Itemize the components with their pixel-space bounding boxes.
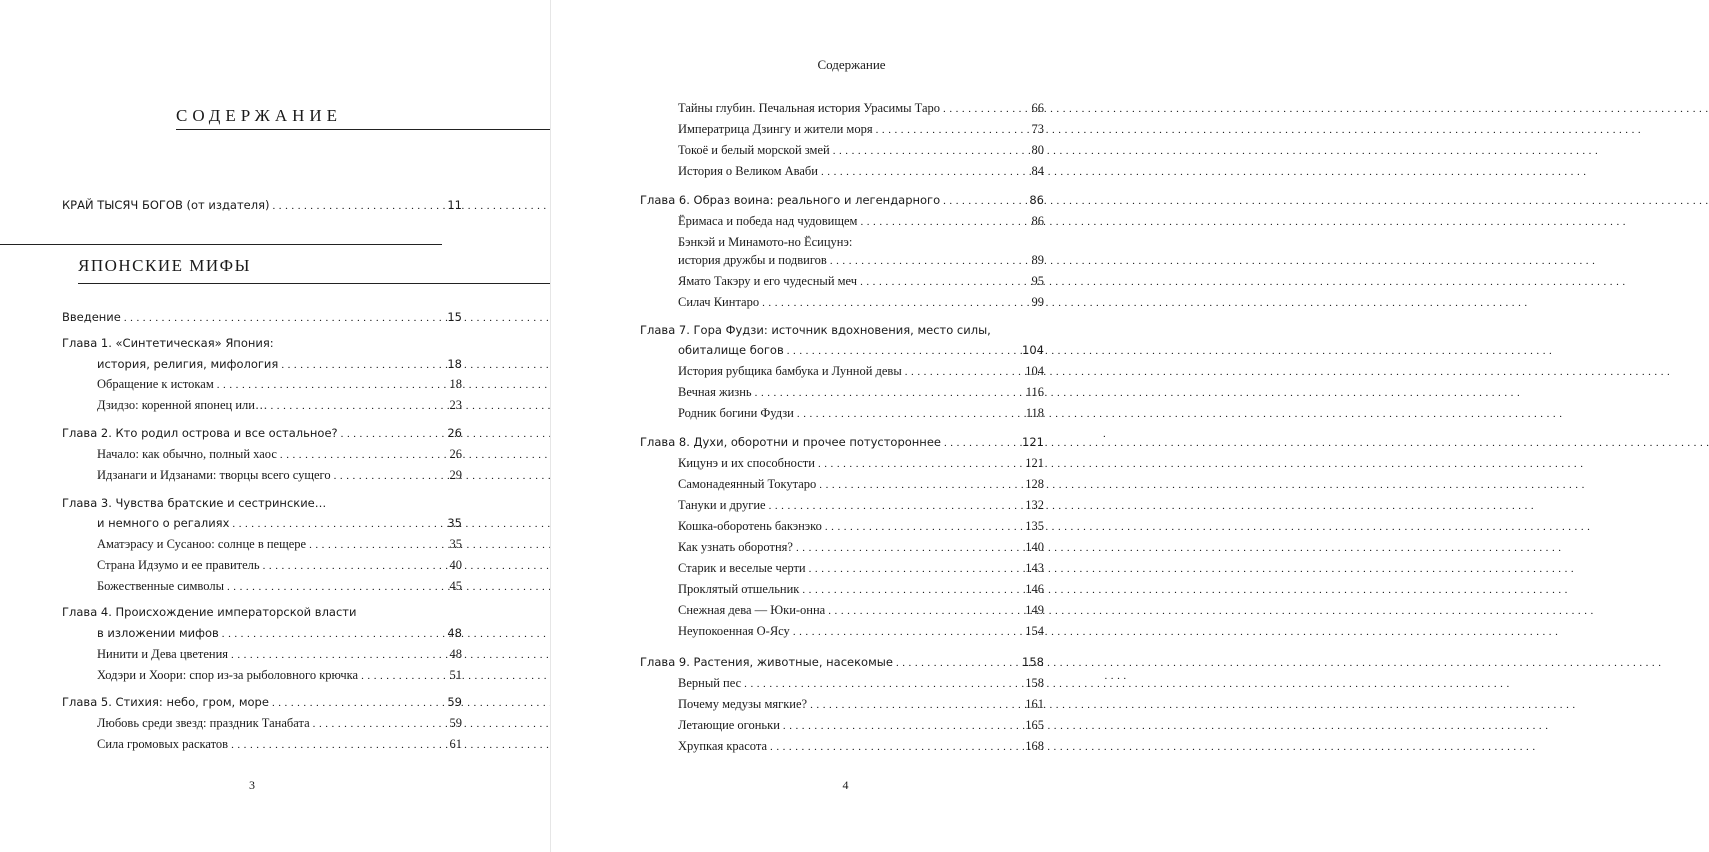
toc-entry-label: обиталище богов [678,343,784,357]
dot-leader [833,140,1029,161]
toc-entry-label: Нинити и Дева цветения [97,647,229,661]
toc-subentry[interactable] [678,250,1044,270]
dot-leader [821,161,1029,182]
toc-entry-page: 161 [1025,697,1044,711]
toc-subentry[interactable] [678,694,1044,714]
toc-entry-label: Дзидзо: коренной японец или… [97,398,268,412]
toc-entry-label: Введение [62,310,121,324]
page-number: 4 [842,778,849,792]
toc-subentry[interactable] [678,736,1044,756]
dot-leader [769,495,1023,516]
toc-entry-page: 80 [1031,143,1044,157]
toc-entry-intro[interactable] [62,307,462,327]
dot-leader [755,382,1023,403]
toc-subentry[interactable] [678,140,1044,160]
toc-subentry[interactable] [97,734,462,754]
left-page [0,0,550,852]
toc-entry-page: 95 [1031,274,1044,288]
toc-entry-page: 146 [1025,582,1044,596]
dot-leader [860,271,1028,292]
dot-leader [797,403,1023,424]
toc-entry-label: Идзанаги и Идзанами: творцы всего сущего [97,468,331,482]
toc-entry-page: 149 [1025,603,1044,617]
toc-subentry[interactable] [678,403,1044,423]
section-rule-top [0,244,442,245]
dot-leader [361,665,446,686]
toc-entry-page: 48 [447,626,462,640]
toc-entry-label: Кошка-оборотень бакэнэко [678,519,822,533]
toc-entry-page: 73 [1031,122,1044,136]
toc-entry-label: Сила громовых раскатов [97,737,229,751]
toc-entry-label: Глава 2. Кто родил острова и все остальное? [62,426,338,440]
toc-entry-page: 26 [449,447,462,461]
toc-entry-page: 35 [449,537,462,551]
toc-entry-label: и немного о регалиях [97,516,230,530]
chapter-2-entry[interactable] [62,423,462,443]
dot-leader [217,374,447,395]
dot-leader [783,715,1022,736]
toc-entry-page: 135 [1025,519,1044,533]
chapter-4-entry[interactable] [97,623,462,643]
dot-leader [231,644,446,665]
dot-leader [819,474,1022,495]
dot-leader [830,250,1029,271]
page-number: 3 [249,778,255,792]
toc-subentry[interactable] [678,621,1044,641]
toc-subentry[interactable] [678,119,1044,139]
dot-leader [796,537,1022,558]
dot-leader [876,119,1029,140]
chapter-3-title[interactable]: Глава 3. Чувства братские и сестринские… [62,496,327,510]
toc-entry-label: история дружбы и подвигов [678,253,827,267]
toc-subentry[interactable] [97,444,462,464]
toc-entry-page: 165 [1025,718,1044,732]
toc-entry-label: Глава 5. Стихия: небо, гром, море [62,695,269,709]
toc-entry-label: КРАЙ ТЫСЯЧ БОГОВ (от издателя) [62,198,270,212]
dot-leader [860,211,1028,232]
toc-entry-page: 154 [1025,624,1044,638]
dot-leader [810,694,1022,715]
toc-subentry[interactable] [678,211,1044,231]
chapter-4-title[interactable]: Глава 4. Происхождение императорской власти [62,605,357,619]
toc-entry-page: 40 [449,558,462,572]
toc-entry-label: История о Великом Аваби [678,164,818,178]
toc-subentry[interactable] [678,271,1044,291]
toc-subentry[interactable] [678,382,1044,402]
chapter-6-entry[interactable] [640,190,1044,210]
toc-subentry[interactable] [97,644,462,664]
toc-entry-label: Ёримаса и победа над чудовищем [678,214,858,228]
toc-entry-page: 86 [1029,193,1044,207]
toc-entry-page: 118 [1025,406,1044,420]
toc-entry-label: Глава 6. Образ воина: реального и легендарного [640,193,941,207]
dot-leader [309,534,446,555]
toc-entry-page: 45 [449,579,462,593]
toc-entry-label: Глава 9. Растения, животные, насекомые [640,655,893,669]
toc-subentry[interactable] [97,576,462,596]
dot-leader [825,516,1022,537]
dot-leader [273,195,445,216]
dot-leader [762,292,1028,313]
toc-subentry[interactable] [678,537,1044,557]
toc-entry-page: 11 [447,198,462,212]
toc-entry-label: Почему медузы мягкие? [678,697,808,711]
toc-entry-label: Любовь среди звезд: праздник Танабата [97,716,310,730]
toc-subentry[interactable] [678,474,1044,494]
toc-entry-page: 121 [1025,456,1044,470]
toc-entry-page: 121 [1022,435,1044,449]
toc-entry-page: 116 [1025,385,1044,399]
dot-leader [272,692,444,713]
toc-subentry[interactable] [97,465,462,485]
toc-entry-label: Божественные символы [97,579,224,593]
toc-entry-label: Проклятый отшельник [678,582,800,596]
toc-entry-label: Начало: как обычно, полный хаос [97,447,277,461]
dot-leader [341,423,445,444]
dot-leader [905,361,1023,382]
toc-entry-label: Старик и веселые черти [678,561,806,575]
toc-entry-page: 48 [449,647,462,661]
toc-entry-page: 18 [449,377,462,391]
toc-entry-label: Тайны глубин. Печальная история Урасимы Таро [678,101,941,115]
toc-subentry[interactable] [678,715,1044,735]
dot-leader [222,623,445,644]
dot-leader [944,432,1019,453]
toc-subentry[interactable] [678,558,1044,578]
toc-subentry[interactable] [97,374,462,394]
toc-entry-label: Снежная дева — Юки-онна [678,603,826,617]
chapter-1-entry[interactable] [97,354,462,374]
chapter-3-entry[interactable] [97,513,462,533]
toc-subentry[interactable] [97,555,462,575]
toc-entry-page: 158 [1025,676,1044,690]
dot-leader [232,513,444,534]
toc-subentry[interactable] [678,579,1044,599]
dot-leader [943,98,1028,119]
toc-subentry[interactable] [678,453,1044,473]
toc-subentry[interactable] [97,713,462,733]
dot-leader [263,555,447,576]
toc-entry-label: Вечная жизнь [678,385,752,399]
toc-entry-label: Ходэри и Хоори: спор из-за рыболовного крючка [97,668,359,682]
toc-entry-label: Родник богини Фудзи [678,406,794,420]
toc-entry-page: 128 [1025,477,1044,491]
dot-leader [270,395,446,416]
toc-entry-page: 23 [449,398,462,412]
dot-leader [802,579,1022,600]
toc-title-rule [176,129,550,130]
toc-entry-page: 26 [447,426,462,440]
chapter-8-entry[interactable] [640,432,1044,452]
toc-subentry[interactable] [678,516,1044,536]
toc-entry-label: Силач Кинтаро [678,295,760,309]
toc-entry-label: Самонадеянный Токутаро [678,477,817,491]
toc-entry-label: история, религия, мифология [97,357,279,371]
toc-entry-page: 158 [1022,655,1044,669]
toc-entry-page: 132 [1025,498,1044,512]
toc-entry-page: 89 [1031,253,1044,267]
toc-entry-publisher[interactable] [62,195,462,215]
toc-entry-page: 140 [1025,540,1044,554]
toc-entry-label: в изложении мифов [97,626,219,640]
dot-leader [744,673,1022,694]
toc-entry-page: 66 [1031,101,1044,115]
toc-entry-page: 59 [449,716,462,730]
toc-entry-label: Тануки и другие [678,498,766,512]
toc-subentry[interactable] [678,600,1044,620]
dot-leader [313,713,447,734]
toc-entry-page: 86 [1031,214,1044,228]
dot-leader [770,736,1022,757]
toc-entry-label: Глава 8. Духи, оборотни и прочее потустороннее [640,435,941,449]
dot-leader [793,621,1022,642]
toc-subentry[interactable] [678,361,1044,381]
toc-subentry[interactable] [678,495,1044,515]
toc-entry-label: Летающие огоньки [678,718,780,732]
toc-entry-page: 29 [449,468,462,482]
dot-leader [809,558,1023,579]
toc-subentry[interactable] [678,98,1044,118]
toc-subentry[interactable] [678,673,1044,693]
toc-entry-page: 99 [1031,295,1044,309]
toc-entry-label: Аматэрасу и Сусаноо: солнце в пещере [97,537,307,551]
dot-leader [818,453,1022,474]
toc-entry-page: 59 [447,695,462,709]
toc-entry-label: Страна Идзумо и ее правитель [97,558,260,572]
toc-entry-page: 35 [447,516,462,530]
toc-entry-label: Как узнать оборотня? [678,540,793,554]
dot-leader [231,734,446,755]
dot-leader [227,576,447,597]
chapter-7-title[interactable]: Глава 7. Гора Фудзи: источник вдохновения, место силы, [640,323,991,337]
right-page [551,0,1102,852]
toc-subentry[interactable] [97,534,462,554]
toc-entry-page: 143 [1025,561,1044,575]
dot-leader [943,190,1026,211]
toc-entry-label: История рубщика бамбука и Лунной девы [678,364,902,378]
toc-entry-label: Ямато Такэру и его чудесный меч [678,274,858,288]
toc-subentry[interactable] [678,292,1044,312]
toc-subentry[interactable] [97,665,462,685]
toc-entry-label: Обращение к истокам [97,377,214,391]
toc-subentry-line1[interactable]: Бэнкэй и Минамото-но Ёсицунэ: [678,235,853,249]
toc-entry-page: 104 [1022,343,1044,357]
toc-entry-page: 51 [449,668,462,682]
toc-entry-label: Верный пес [678,676,742,690]
chapter-1-title[interactable]: Глава 1. «Синтетическая» Япония: [62,336,274,350]
section-rule-bottom [78,283,550,284]
toc-subentry[interactable] [97,395,462,415]
chapter-7-entry[interactable] [678,340,1044,360]
toc-entry-label: Кицунэ и их способности [678,456,815,470]
toc-subentry[interactable] [678,161,1044,181]
toc-entry-page: 104 [1025,364,1044,378]
dot-leader [280,444,447,465]
toc-entry-page: 168 [1025,739,1044,753]
chapter-5-entry[interactable] [62,692,462,712]
dot-leader [124,307,445,328]
toc-entry-label: Хрупкая красота [678,739,768,753]
dot-leader [334,465,447,486]
toc-entry-label: Токоё и белый морской змей [678,143,830,157]
toc-entry-page: 61 [449,737,462,751]
toc-entry-page: 18 [447,357,462,371]
toc-entry-page: 15 [447,310,462,324]
chapter-9-entry[interactable] [640,652,1044,672]
dot-leader [896,652,1019,673]
dot-leader [787,340,1019,361]
running-head: Содержание [817,57,886,72]
toc-entry-label: Императрица Дзингу и жители моря [678,122,873,136]
toc-entry-page: 84 [1031,164,1044,178]
toc-title: СОДЕРЖАНИЕ [176,106,343,125]
toc-entry-label: Неупокоенная О-Ясу [678,624,790,638]
dot-leader [828,600,1022,621]
dot-leader [281,354,444,375]
section-title: ЯПОНСКИЕ МИФЫ [78,256,251,275]
